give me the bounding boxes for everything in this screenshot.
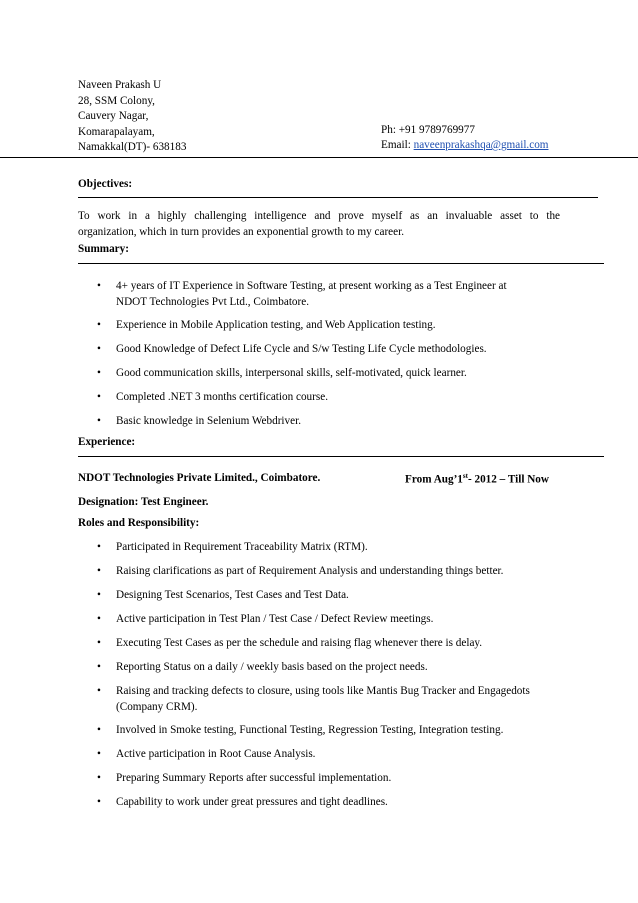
contact-block (78, 78, 186, 156)
objectives-text-line: organization, which in turn provides an exponential growth to my career. (78, 225, 405, 238)
bullet-icon: • (97, 685, 101, 697)
list-item: • Executing Test Cases as per the schedule and raising flag whenever there is delay. (116, 636, 566, 652)
bullet-icon: • (97, 280, 101, 292)
list-item: • Participated in Requirement Traceability Matrix (RTM). (116, 540, 566, 556)
bullet-icon: • (97, 541, 101, 553)
experience-heading: Experience: (78, 436, 136, 448)
bullet-icon: • (97, 565, 101, 577)
objectives-heading: Objectives: (78, 178, 133, 190)
bullet-icon: • (97, 367, 101, 379)
bullet-icon: • (97, 415, 101, 427)
bullet-icon: • (97, 343, 101, 355)
bullet-icon: • (97, 391, 101, 403)
section-divider (78, 263, 604, 264)
email-row (381, 139, 549, 151)
phone-number: Ph: +91 9789769977 (381, 124, 475, 136)
bullet-icon: • (97, 613, 101, 625)
list-item: • Designing Test Scenarios, Test Cases and Test Data. (116, 588, 566, 604)
list-item: • 4+ years of IT Experience in Software Testing, at present working as a Test Engineer at NDOT Technologies Pvt Ltd., Coimbatore. (97, 280, 507, 308)
list-item: • Good Knowledge of Defect Life Cycle and S/w Testing Life Cycle methodologies. (116, 342, 566, 358)
list-item: • Basic knowledge in Selenium Webdriver. (116, 414, 566, 430)
address-line: Namakkal(DT)- 638183 (78, 141, 187, 154)
roles-heading: Roles and Responsibility: (78, 517, 200, 529)
header-divider (0, 157, 638, 158)
objectives-text (78, 209, 560, 240)
list-item: • Good communication skills, interpersonal skills, self-motivated, quick learner. (116, 366, 566, 382)
designation: Designation: Test Engineer. (78, 496, 209, 508)
bullet-icon: • (97, 724, 101, 736)
list-item: • Completed .NET 3 months certification course. (116, 390, 566, 406)
section-divider (78, 456, 604, 457)
section-divider (78, 197, 598, 198)
bullet-icon: • (97, 637, 101, 649)
bullet-icon: • (97, 589, 101, 601)
list-item: • Reporting Status on a daily / weekly basis based on the project needs. (116, 660, 566, 676)
bullet-icon: • (97, 772, 101, 784)
bullet-icon: • (97, 319, 101, 331)
list-item: • Raising and tracking defects to closure, using tools like Mantis Bug Tracker and Engagedots (Company CRM). (97, 685, 530, 713)
list-item: • Experience in Mobile Application testing, and Web Application testing. (116, 318, 566, 334)
objectives-text-line: To work in a highly challenging intelligence and prove myself as an invaluable asset to the (78, 210, 560, 222)
bullet-icon: • (97, 796, 101, 808)
list-item: • Raising clarifications as part of Requirement Analysis and understanding things better. (116, 564, 566, 580)
summary-heading: Summary: (78, 243, 129, 255)
company-name: NDOT Technologies Private Limited., Coimbatore. (78, 472, 321, 484)
email-label: Email: (381, 139, 414, 151)
address-line: Komarapalayam, (78, 125, 155, 138)
list-item: • Preparing Summary Reports after successful implementation. (116, 771, 566, 787)
address-line: 28, SSM Colony, (78, 94, 155, 107)
list-item: • Active participation in Root Cause Analysis. (116, 747, 566, 763)
list-item: • Involved in Smoke testing, Functional Testing, Regression Testing, Integration testing. (116, 723, 566, 739)
list-item: • Capability to work under great pressures and tight deadlines. (116, 795, 566, 811)
email-link[interactable]: naveenprakashqa@gmail.com (413, 139, 549, 151)
candidate-name: Naveen Prakash U (78, 79, 162, 91)
list-item: • Active participation in Test Plan / Test Case / Defect Review meetings. (116, 612, 566, 628)
bullet-icon: • (97, 661, 101, 673)
address-line: Cauvery Nagar, (78, 110, 149, 123)
bullet-icon: • (97, 748, 101, 760)
employment-period: From Aug’1st- 2012 – Till Now (405, 472, 549, 486)
